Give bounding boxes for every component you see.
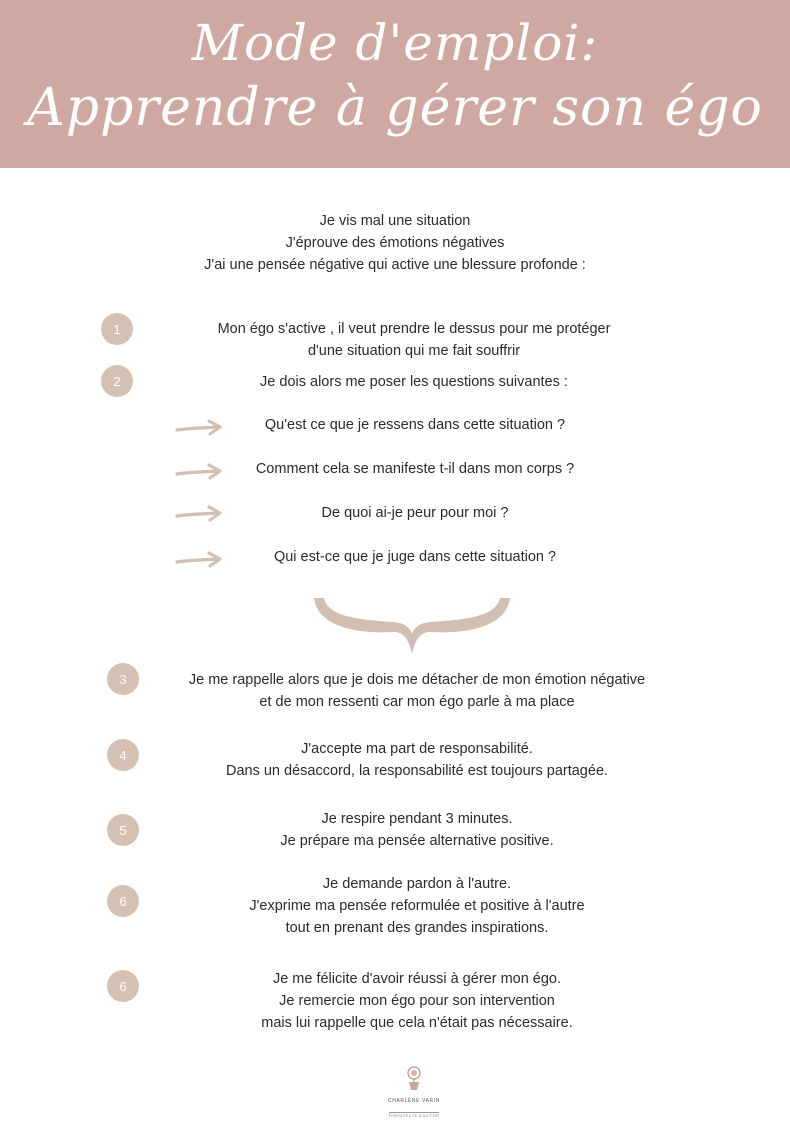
page-title-line-2: Apprendre à gérer son égo	[27, 78, 763, 138]
step-line: tout en prenant des grandes inspirations.	[285, 920, 549, 936]
step-number-badge: 4	[107, 739, 139, 771]
intro-text	[0, 210, 790, 276]
step-line: Mon égo s'active , il veut prendre le dessus pour me protéger	[217, 321, 611, 337]
step-number-badge: 2	[101, 365, 133, 397]
logo-name: CHARLÈNE VARIN	[388, 1098, 440, 1104]
step-line: Je remercie mon égo pour son intervention	[279, 993, 555, 1009]
logo-subtitle: THÉRAPEUTE D'ACTION	[388, 1114, 440, 1118]
intro-line: Je vis mal une situation	[319, 213, 471, 229]
intro-line: J'ai une pensée négative qui active une blessure profonde :	[204, 257, 586, 273]
step-number-badge: 5	[107, 814, 139, 846]
step-line: J'accepte ma part de responsabilité.	[301, 741, 533, 757]
step-line: Je dois alors me poser les questions suivantes :	[260, 374, 568, 390]
step-1-text	[164, 318, 664, 362]
step-line: Dans un désaccord, la responsabilité est toujours partagée.	[225, 763, 609, 779]
step-number-badge: 3	[107, 663, 139, 695]
step-line: Je prépare ma pensée alternative positive.	[280, 833, 554, 849]
step-3-text	[152, 669, 682, 713]
intro-line: J'éprouve des émotions négatives	[285, 235, 505, 251]
question-item: Qui est-ce que je juge dans cette situation ?	[273, 549, 557, 565]
curly-brace-icon	[310, 594, 514, 658]
step-line: Je respire pendant 3 minutes.	[321, 811, 513, 827]
step-line: mais lui rappelle que cela n'était pas nécessaire.	[261, 1015, 573, 1031]
step-line: d'une situation qui me fait souffrir	[307, 343, 521, 359]
step-4-text	[152, 738, 682, 782]
page-title-line-1: Mode d'emploi:	[191, 14, 599, 72]
step-line: Je me rappelle alors que je dois me détacher de mon émotion négative	[188, 672, 646, 688]
step-6b-text	[152, 968, 682, 1034]
step-line: Je me félicite d'avoir réussi à gérer mon égo.	[272, 971, 562, 987]
step-2-text	[164, 371, 664, 393]
question-item: Comment cela se manifeste t-il dans mon corps ?	[255, 461, 575, 477]
step-number-badge: 6	[107, 885, 139, 917]
question-item: De quoi ai-je peur pour moi ?	[321, 505, 509, 521]
step-line: J'exprime ma pensée reformulée et positive à l'autre	[249, 898, 585, 914]
step-line: Je demande pardon à l'autre.	[322, 876, 512, 892]
step-6a-text	[152, 873, 682, 939]
flower-pot-icon	[399, 1064, 429, 1092]
step-line: et de mon ressenti car mon égo parle à ma place	[259, 694, 575, 710]
step-number-badge: 1	[101, 313, 133, 345]
step-number-badge: 6	[107, 970, 139, 1002]
question-item: Qu'est ce que je ressens dans cette situation ?	[264, 417, 566, 433]
step-5-text	[152, 808, 682, 852]
brand-logo	[384, 1064, 444, 1118]
header-banner	[0, 0, 790, 168]
